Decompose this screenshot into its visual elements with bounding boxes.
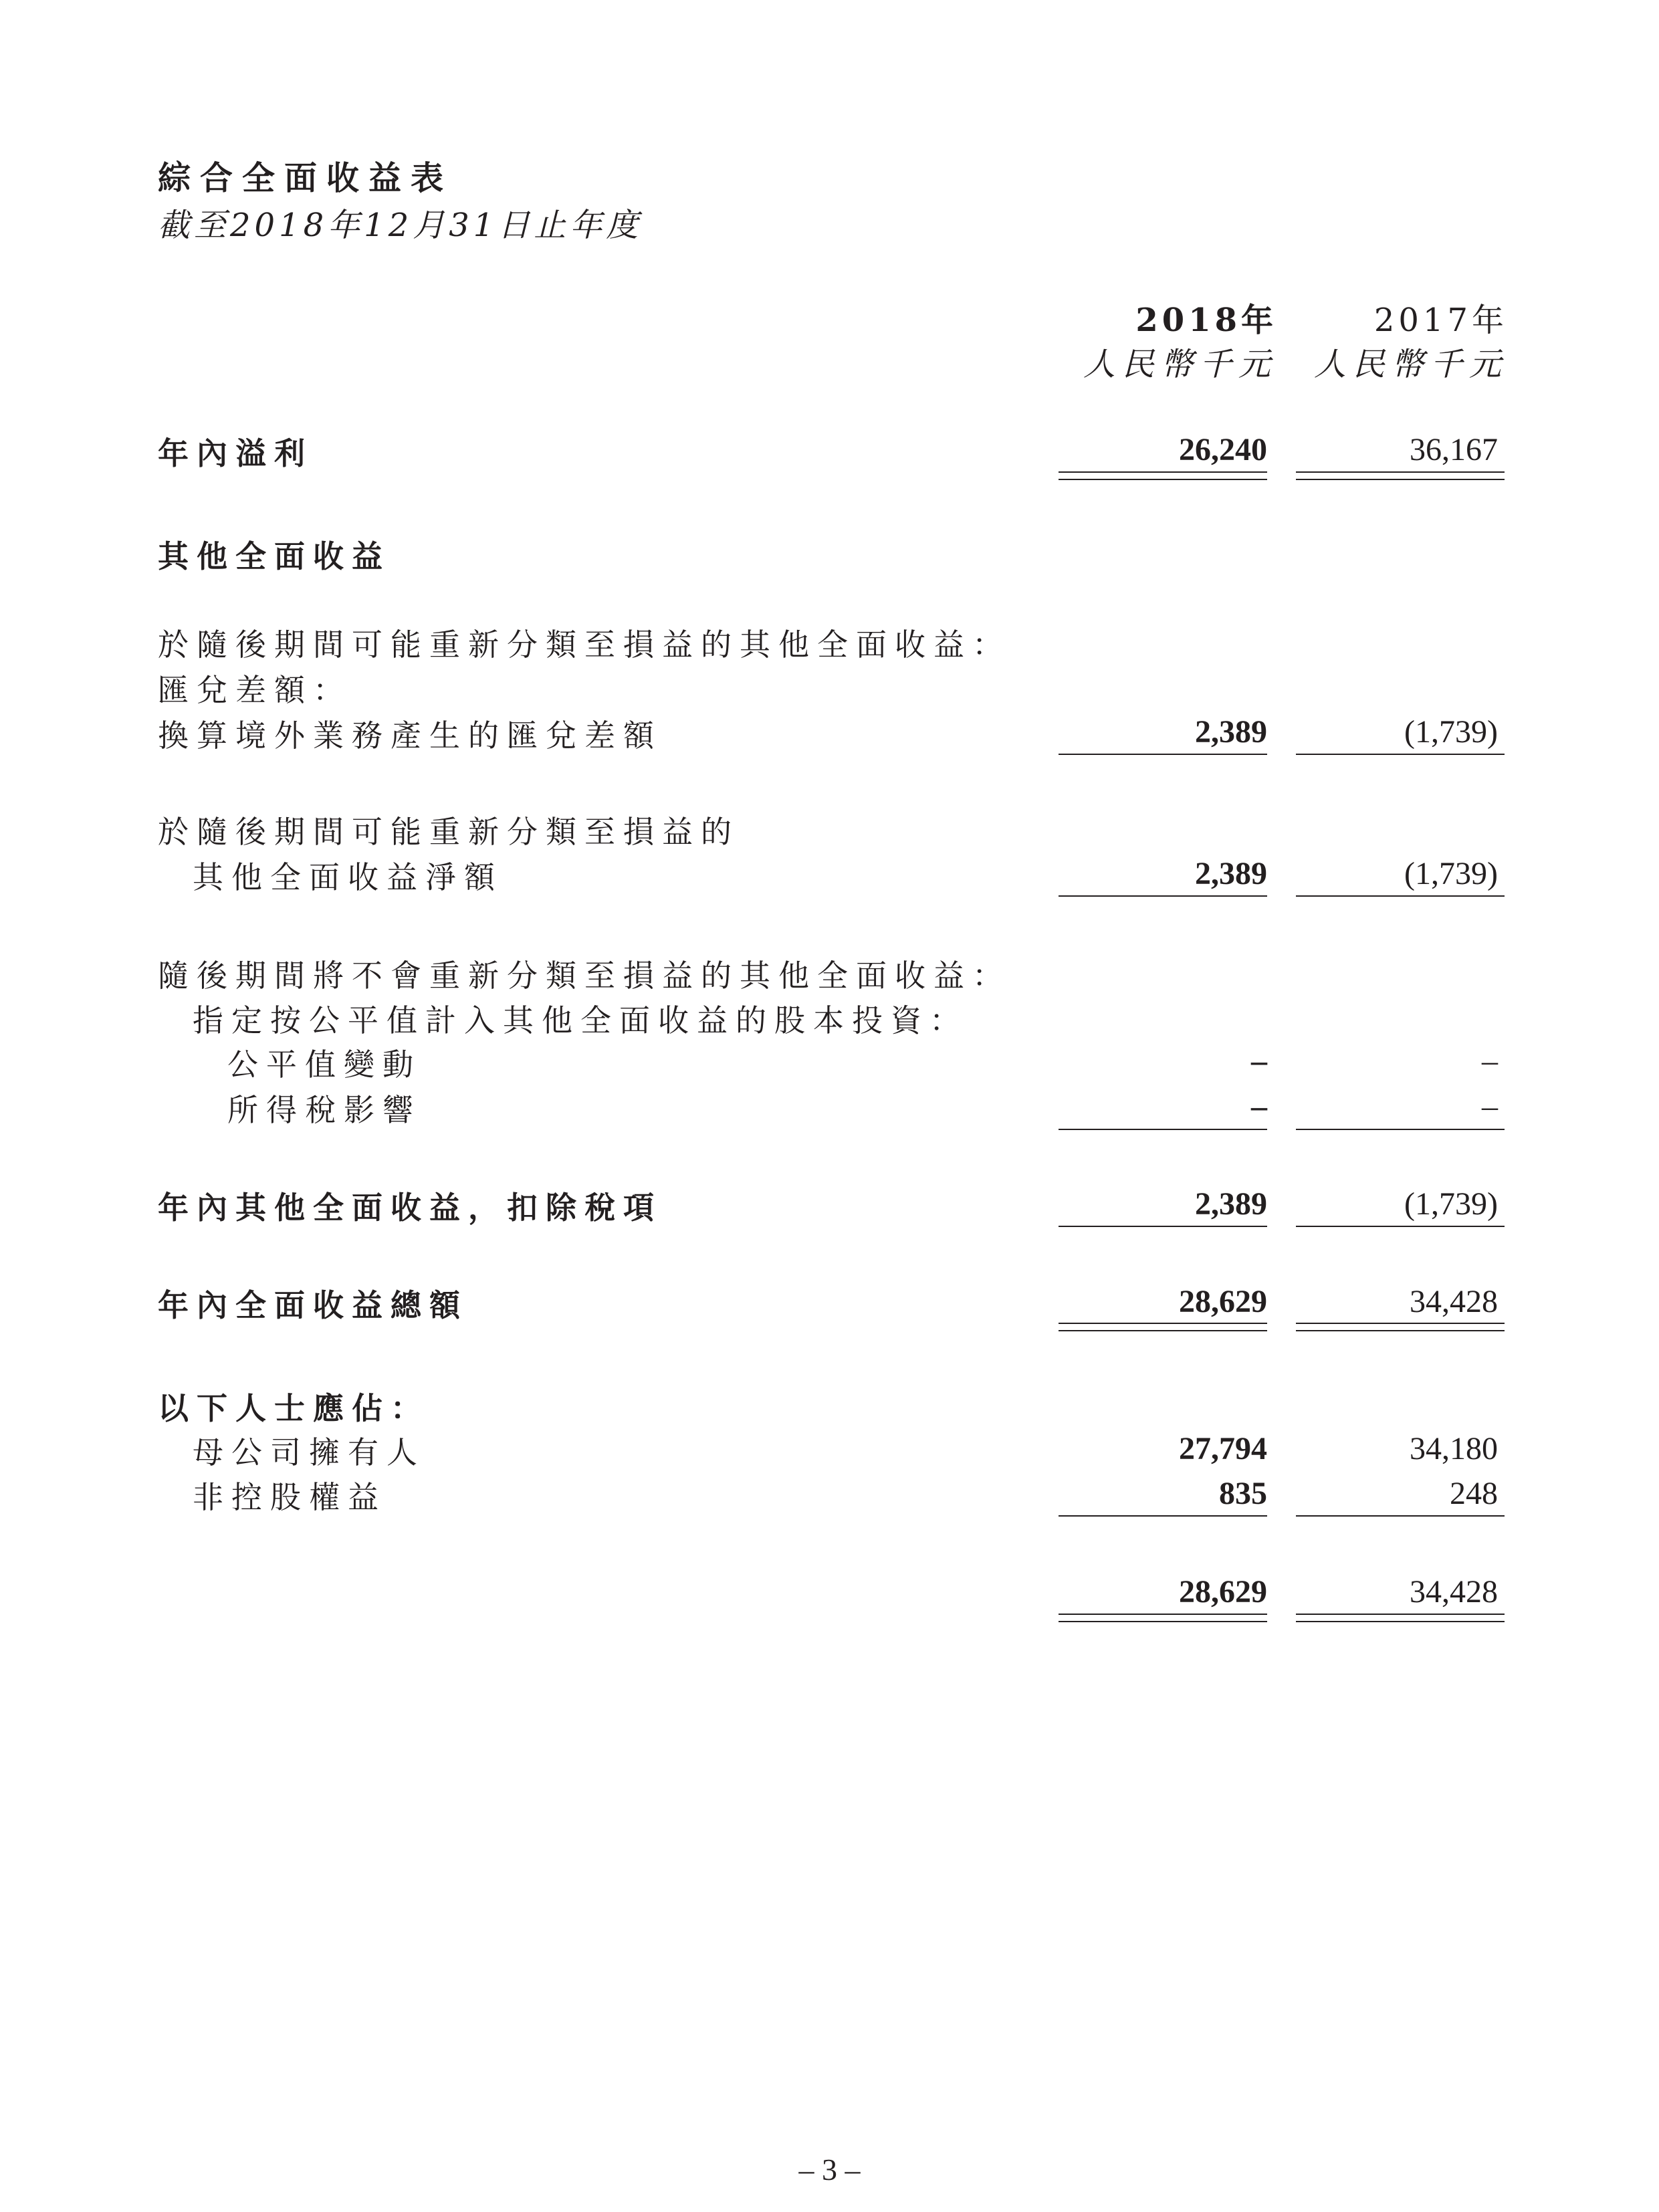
row-label-profit: 年內溢利 <box>158 435 313 471</box>
value-2017-total-ci: 34,428 <box>1410 1284 1498 1319</box>
row-label-nci: 非控股權益 <box>193 1479 386 1515</box>
value-2017-fx: (1,739) <box>1404 714 1498 750</box>
value-2017-oci-net-tax: (1,739) <box>1404 1186 1498 1222</box>
row-label-fx-heading: 匯兌差額： <box>158 672 352 708</box>
value-2018-tax-effect: – <box>1251 1089 1267 1124</box>
value-2018-fv-change: – <box>1251 1043 1267 1079</box>
row-label-tax-effect: 所得稅影響 <box>227 1092 421 1128</box>
single-rule <box>1059 1226 1267 1227</box>
value-2018-profit: 26,240 <box>1179 432 1267 467</box>
value-2017-profit: 36,167 <box>1410 432 1498 467</box>
double-rule-top <box>1296 1323 1505 1324</box>
double-rule-bottom <box>1059 1330 1267 1331</box>
row-label-reclass-net-line1: 於隨後期間可能重新分類至損益的 <box>158 814 740 850</box>
col-2017-year: 2017年 <box>1373 302 1508 339</box>
value-2018-oci-net-tax: 2,389 <box>1195 1186 1267 1222</box>
value-2018-total: 28,629 <box>1179 1574 1267 1610</box>
row-label-owners: 母公司擁有人 <box>193 1434 425 1470</box>
value-2017-owners: 34,180 <box>1410 1431 1498 1466</box>
single-rule <box>1059 895 1267 897</box>
row-label-oci-net-tax: 年內其他全面收益，扣除稅項 <box>158 1190 662 1226</box>
row-label-reclass-net-line2: 其他全面收益淨額 <box>193 859 503 895</box>
single-rule <box>1059 754 1267 755</box>
double-rule-bottom <box>1296 1621 1505 1622</box>
value-2018-fx: 2,389 <box>1195 714 1267 750</box>
row-label-attributable: 以下人士應佔： <box>158 1390 429 1426</box>
single-rule <box>1059 1515 1267 1517</box>
row-label-reclass-heading: 於隨後期間可能重新分類至損益的其他全面收益： <box>158 627 1011 663</box>
page-title: 綜合全面收益表 <box>158 159 453 197</box>
row-label-equity-heading: 指定按公平值計入其他全面收益的股本投資： <box>193 1002 968 1038</box>
value-2017-total: 34,428 <box>1410 1574 1498 1610</box>
row-label-fv-change: 公平值變動 <box>227 1046 421 1083</box>
double-rule-top <box>1059 1323 1267 1324</box>
value-2017-tax-effect: – <box>1482 1089 1498 1124</box>
double-rule-top <box>1059 1614 1267 1615</box>
single-rule <box>1296 895 1505 897</box>
double-rule-bottom <box>1059 479 1267 480</box>
single-rule <box>1296 1515 1505 1517</box>
single-rule <box>1296 754 1505 755</box>
col-2018-year: 2018年 <box>1135 302 1277 339</box>
value-2018-total-ci: 28,629 <box>1179 1284 1267 1319</box>
double-rule-bottom <box>1059 1621 1267 1622</box>
value-2017-nci: 248 <box>1450 1476 1498 1511</box>
row-label-fx: 換算境外業務產生的匯兌差額 <box>158 717 662 754</box>
double-rule-top <box>1059 471 1267 473</box>
row-label-nonreclass-heading: 隨後期間將不會重新分類至損益的其他全面收益： <box>158 958 1011 994</box>
double-rule-bottom <box>1296 1330 1505 1331</box>
single-rule <box>1296 1226 1505 1227</box>
value-2018-reclass-net: 2,389 <box>1195 856 1267 891</box>
value-2017-reclass-net: (1,739) <box>1404 856 1498 891</box>
col-2017-unit: 人民幣千元 <box>1313 346 1508 383</box>
double-rule-bottom <box>1296 479 1505 480</box>
double-rule-top <box>1296 1614 1505 1615</box>
single-rule <box>1059 1129 1267 1130</box>
double-rule-top <box>1296 471 1505 473</box>
value-2017-fv-change: – <box>1482 1043 1498 1079</box>
page-number: – 3 – <box>798 2152 861 2187</box>
page-subtitle: 截至2018年12月31日止年度 <box>158 207 643 244</box>
section-heading-oci: 其他全面收益 <box>158 538 391 574</box>
value-2018-owners: 27,794 <box>1179 1431 1267 1466</box>
single-rule <box>1296 1129 1505 1130</box>
row-label-total-ci: 年內全面收益總額 <box>158 1287 468 1323</box>
value-2018-nci: 835 <box>1219 1476 1267 1511</box>
col-2018-unit: 人民幣千元 <box>1083 346 1277 383</box>
